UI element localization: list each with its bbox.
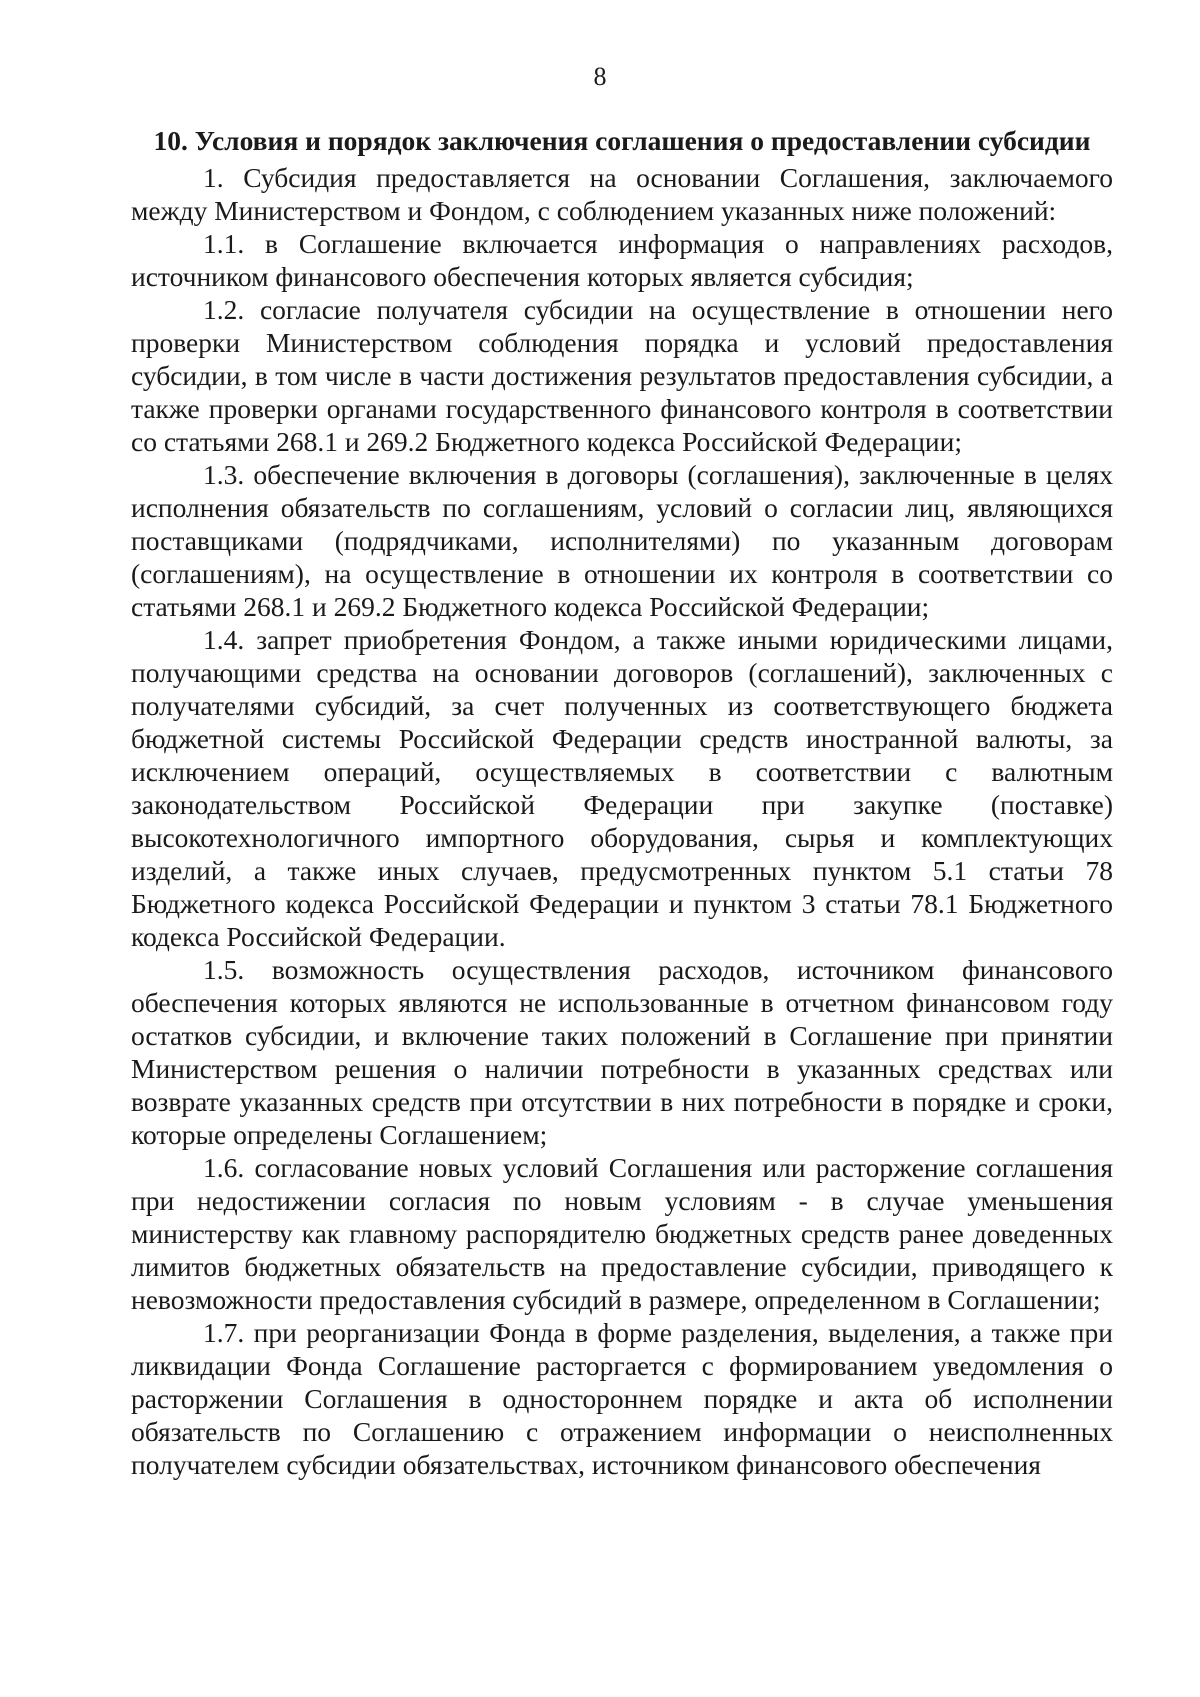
document-body: [131, 124, 1113, 1481]
paragraph-1: 1. Субсидия предоставляется на основании Соглашения, заключаемого между Министерством и Фондом, с соблюдением указанных ниже положений:: [131, 162, 1113, 226]
paragraph-1-6: 1.6. согласование новых условий Соглашения или расторжение соглашения при недостижении согласия по новым условиям - в случае уменьшения министерству как главному распорядителю бюджетных средств ранее доведенных лимитов бюджетных обязательств на предоставление субсидии, приводящего к невозможности предоставления субсидий в размере, определенном в Соглашении;: [131, 1152, 1113, 1315]
paragraph-1-5: 1.5. возможность осуществления расходов, источником финансового обеспечения которых являются не использованные в отчетном финансовом году остатков субсидии, и включение таких положений в Соглашение при принятии Министерством решения о наличии потребности в указанных средствах или возврате указанных средств при отсутствии в них потребности в порядке и сроки, которые определены Соглашением;: [131, 954, 1113, 1150]
page-number: 8: [593, 62, 607, 91]
paragraph-1-2: 1.2. согласие получателя субсидии на осуществление в отношении него проверки Министерством соблюдения порядка и условий предоставления субсидии, в том числе в части достижения результатов предоставления субсидии, а также проверки органами государственного финансового контроля в соответствии со статьями 268.1 и 269.2 Бюджетного кодекса Российской Федерации;: [131, 294, 1113, 457]
section-title: 10. Условия и порядок заключения соглашения о предоставлении субсидии: [153, 125, 1091, 156]
paragraph-1-4: 1.4. запрет приобретения Фондом, а также иными юридическими лицами, получающими средства на основании договоров (соглашений), заключенных с получателями субсидий, за счет полученных из соответствующего бюджета бюджетной системы Российской Федерации средств иностранной валюты, за исключением операций, осуществляемых в соответствии с валютным законодательством Российской Федерации при закупке (поставке) высокотехнологичного импортного оборудования, сырья и комплектующих изделий, а также иных случаев, предусмотренных пунктом 5.1 статьи 78 Бюджетного кодекса Российской Федерации и пунктом 3 статьи 78.1 Бюджетного кодекса Российской Федерации.: [131, 624, 1113, 952]
paragraph-1-3: 1.3. обеспечение включения в договоры (соглашения), заключенные в целях исполнения обязательств по соглашениям, условий о согласии лиц, являющихся поставщиками (подрядчиками, исполнителями) по указанным договорам (соглашениям), на осуществление в отношении их контроля в соответствии со статьями 268.1 и 269.2 Бюджетного кодекса Российской Федерации;: [131, 459, 1113, 622]
paragraph-1-7: 1.7. при реорганизации Фонда в форме разделения, выделения, а также при ликвидации Фонда Соглашение расторгается с формированием уведомления о расторжении Соглашения в одностороннем порядке и акта об исполнении обязательств по Соглашению с отражением информации о неисполненных получателем субсидии обязательствах, источником финансового обеспечения: [131, 1317, 1113, 1480]
paragraph-1-1: 1.1. в Соглашение включается информация о направлениях расходов, источником финансового обеспечения которых является субсидия;: [131, 228, 1113, 292]
